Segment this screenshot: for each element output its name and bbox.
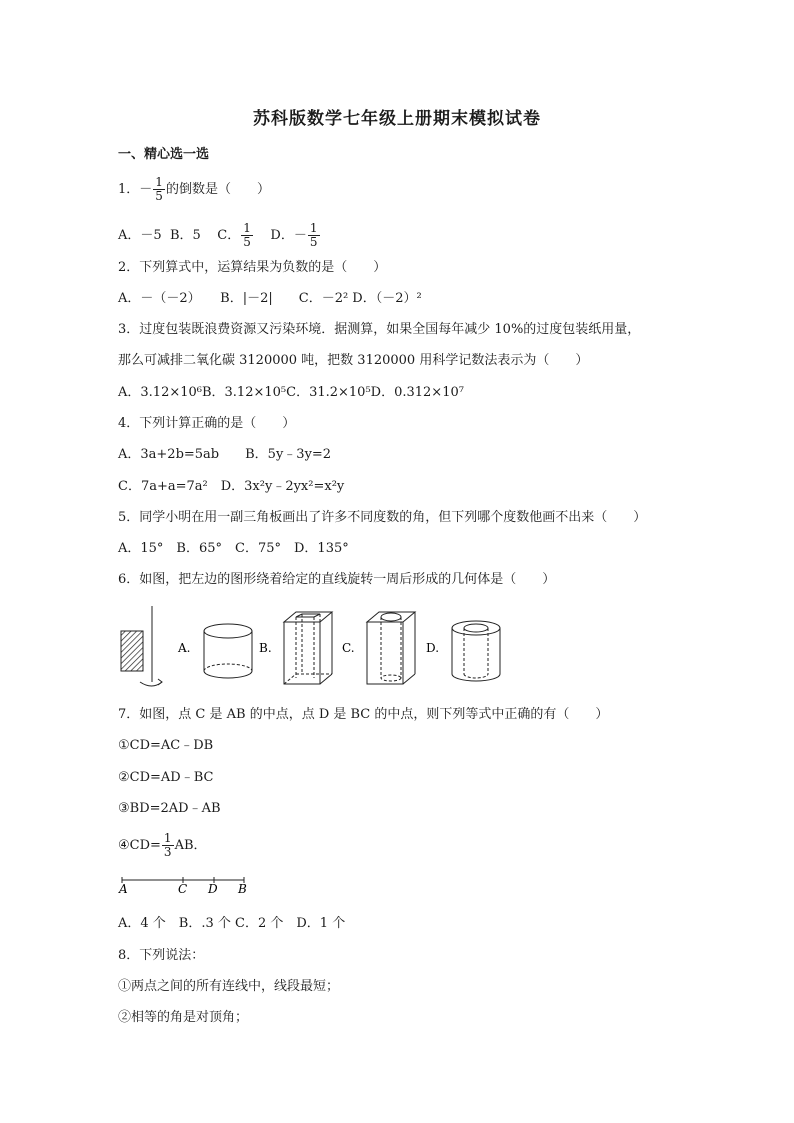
section-heading: 一、精心选一选 [118,147,210,162]
option-d-label: D. [426,641,440,655]
question-2: 2．下列算式中，运算结果为负数的是（ ） [118,260,387,275]
question-5: 5．同学小明在用一副三角板画出了许多不同度数的角，但下列哪个度数他画不出来（ ） [118,510,647,525]
hollow-cylinder-icon [448,610,508,690]
cylinder-icon [204,624,252,678]
solids-figure [118,604,458,690]
question-1: 1．－ $\frac{1}{5}$ 的倒数是（ ） [118,175,270,203]
question-4-options-1: A．3a+2b=5ab B．5y﹣3y=2 [118,447,332,462]
option-c-label: C. [342,641,355,655]
option-b-label: B. [259,641,272,655]
question-4: 4．下列计算正确的是（ ） [118,416,296,431]
question-7: 7．如图，点 C 是 AB 的中点，点 D 是 BC 的中点，则下列等式中正确的有（ ） [118,707,609,722]
question-3-options: A．3.12×10⁶B．3.12×10⁵C．31.2×10⁵D．0.312×10⁷ [118,385,464,400]
question-5-options: A．15° B．65° C．75° D．135° [118,541,349,556]
point-a-label: A [119,882,128,896]
page-title: 苏科版数学七年级上册期末模拟试卷 [253,109,541,129]
segment-figure [116,872,256,896]
question-7-options: A．4 个 B．.3 个 C．2 个 D．1 个 [118,916,346,931]
question-3-line-2: 那么可减排二氧化碳 3120000 吨，把数 3120000 用科学记数法表示为（ ） [118,353,589,368]
question-8: 8．下列说法： [118,948,205,963]
hollow-prism-icon [284,612,332,684]
statement-1: ①CD=AC﹣DB [118,738,214,753]
option-a-label: A. [178,641,191,655]
point-b-label: B [238,882,247,896]
rotation-shape [121,606,162,686]
statement-8-2: ②相等的角是对顶角； [118,1010,249,1025]
question-1-options: A．－5 B．5 C． $\frac{1}{5}$ D．－ $\frac{1}{5}$ [118,221,318,249]
statement-3: ③BD=2AD﹣AB [118,801,221,816]
statement-4: ④CD= $\frac{1}{3}$ AB． [118,831,207,859]
question-6: 6．如图，把左边的图形绕着给定的直线旋转一周后形成的几何体是（ ） [118,572,556,587]
question-4-options-2: C．7a+a=7a² D．3x²y﹣2yx²=x²y [118,479,345,494]
question-3-line-1: 3．过度包装既浪费资源又污染环境．据测算，如果全国每年减少 10%的过度包装纸用量， [118,322,641,337]
question-2-options: A．－（－2） B．|－2| C．－2² D．（－2）² [118,291,422,306]
statement-8-1: ①两点之间的所有连线中，线段最短； [118,979,340,994]
fraction: $\frac{1}{5}$ [309,221,318,249]
fraction: $\frac{1}{3}$ [163,831,172,859]
fraction: $\frac{1}{5}$ [243,221,251,249]
prism-with-cylinder-hole-icon [367,612,415,684]
point-c-label: C [178,882,188,896]
statement-2: ②CD=AD﹣BC [118,770,214,785]
fraction: $\frac{1}{5}$ [155,175,163,203]
point-d-label: D [208,882,218,896]
